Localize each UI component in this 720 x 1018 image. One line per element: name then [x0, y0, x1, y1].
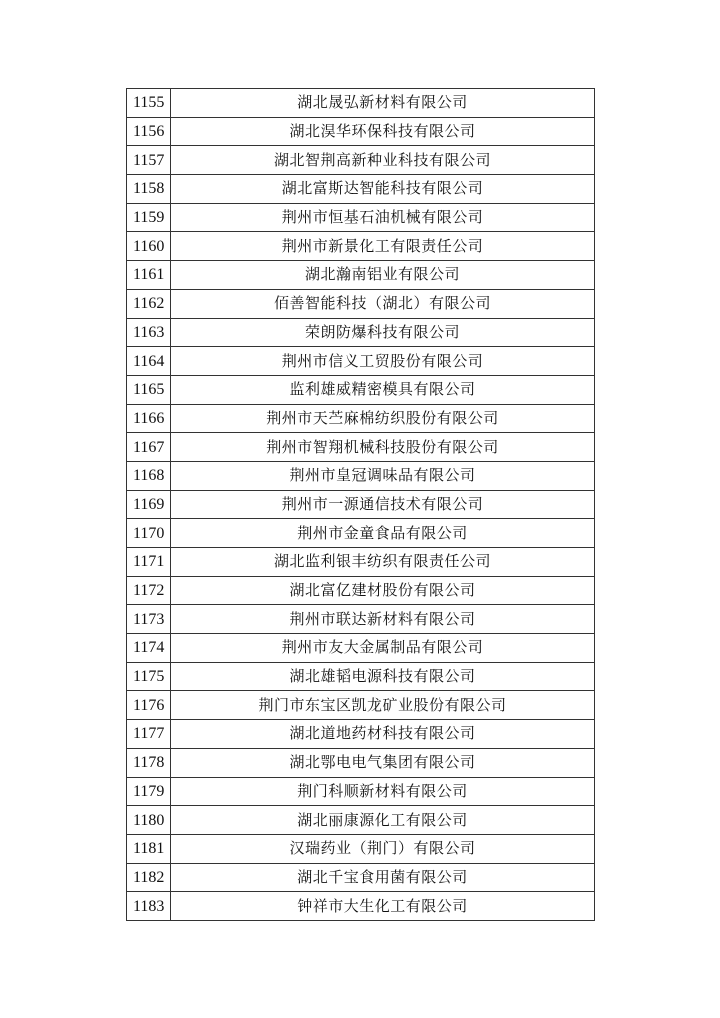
row-number-cell: 1177	[127, 720, 171, 749]
table-row	[127, 806, 595, 835]
company-name-cell: 荆州市金童食品有限公司	[171, 519, 595, 548]
row-number-cell: 1182	[127, 863, 171, 892]
table-row	[127, 347, 595, 376]
row-number-cell: 1157	[127, 146, 171, 175]
company-name-cell: 湖北鄂电电气集团有限公司	[171, 748, 595, 777]
row-number-cell: 1168	[127, 461, 171, 490]
company-name-cell: 湖北富斯达智能科技有限公司	[171, 175, 595, 204]
table-row	[127, 662, 595, 691]
company-name-cell: 湖北千宝食用菌有限公司	[171, 863, 595, 892]
row-number-cell: 1156	[127, 117, 171, 146]
company-name-cell: 湖北监利银丰纺织有限责任公司	[171, 548, 595, 577]
company-list-table	[126, 88, 595, 921]
company-name-cell: 湖北智荆高新种业科技有限公司	[171, 146, 595, 175]
row-number-cell: 1179	[127, 777, 171, 806]
company-name-cell: 钟祥市大生化工有限公司	[171, 892, 595, 921]
table-row	[127, 519, 595, 548]
row-number-cell: 1162	[127, 289, 171, 318]
company-name-cell: 荆州市友大金属制品有限公司	[171, 634, 595, 663]
company-name-cell: 汉瑞药业（荆门）有限公司	[171, 834, 595, 863]
table-row	[127, 748, 595, 777]
company-name-cell: 监利雄威精密模具有限公司	[171, 375, 595, 404]
table-row	[127, 777, 595, 806]
company-name-cell: 佰善智能科技（湖北）有限公司	[171, 289, 595, 318]
company-name-cell: 湖北瀚南铝业有限公司	[171, 261, 595, 290]
row-number-cell: 1173	[127, 605, 171, 634]
table-row	[127, 261, 595, 290]
company-name-cell: 湖北雄韬电源科技有限公司	[171, 662, 595, 691]
table-row	[127, 175, 595, 204]
table-row	[127, 203, 595, 232]
table-row	[127, 634, 595, 663]
row-number-cell: 1169	[127, 490, 171, 519]
table-row	[127, 232, 595, 261]
table-row	[127, 576, 595, 605]
table-row	[127, 461, 595, 490]
table-row	[127, 289, 595, 318]
row-number-cell: 1161	[127, 261, 171, 290]
table-row	[127, 720, 595, 749]
table-row	[127, 318, 595, 347]
row-number-cell: 1181	[127, 834, 171, 863]
row-number-cell: 1174	[127, 634, 171, 663]
row-number-cell: 1175	[127, 662, 171, 691]
row-number-cell: 1167	[127, 433, 171, 462]
company-name-cell: 荆州市一源通信技术有限公司	[171, 490, 595, 519]
row-number-cell: 1172	[127, 576, 171, 605]
row-number-cell: 1158	[127, 175, 171, 204]
company-name-cell: 湖北淏华环保科技有限公司	[171, 117, 595, 146]
row-number-cell: 1171	[127, 548, 171, 577]
company-name-cell: 荣朗防爆科技有限公司	[171, 318, 595, 347]
row-number-cell: 1159	[127, 203, 171, 232]
table-row	[127, 89, 595, 118]
table-row	[127, 490, 595, 519]
row-number-cell: 1178	[127, 748, 171, 777]
table-row	[127, 605, 595, 634]
row-number-cell: 1155	[127, 89, 171, 118]
company-name-cell: 荆州市皇冠调味品有限公司	[171, 461, 595, 490]
table-row	[127, 146, 595, 175]
row-number-cell: 1170	[127, 519, 171, 548]
row-number-cell: 1164	[127, 347, 171, 376]
row-number-cell: 1176	[127, 691, 171, 720]
table-row	[127, 892, 595, 921]
company-name-cell: 湖北丽康源化工有限公司	[171, 806, 595, 835]
company-name-cell: 荆州市新景化工有限责任公司	[171, 232, 595, 261]
company-name-cell: 湖北道地药材科技有限公司	[171, 720, 595, 749]
company-name-cell: 荆州市天苎麻棉纺织股份有限公司	[171, 404, 595, 433]
company-name-cell: 荆州市智翔机械科技股份有限公司	[171, 433, 595, 462]
company-name-cell: 荆州市恒基石油机械有限公司	[171, 203, 595, 232]
company-name-cell: 湖北晟弘新材料有限公司	[171, 89, 595, 118]
row-number-cell: 1166	[127, 404, 171, 433]
table-row	[127, 834, 595, 863]
table-row	[127, 117, 595, 146]
row-number-cell: 1180	[127, 806, 171, 835]
table-row	[127, 404, 595, 433]
row-number-cell: 1160	[127, 232, 171, 261]
company-name-cell: 荆州市联达新材料有限公司	[171, 605, 595, 634]
company-name-cell: 荆门市东宝区凯龙矿业股份有限公司	[171, 691, 595, 720]
company-name-cell: 湖北富亿建材股份有限公司	[171, 576, 595, 605]
row-number-cell: 1163	[127, 318, 171, 347]
row-number-cell: 1183	[127, 892, 171, 921]
table-row	[127, 863, 595, 892]
company-name-cell: 荆州市信义工贸股份有限公司	[171, 347, 595, 376]
table-row	[127, 433, 595, 462]
table-row	[127, 375, 595, 404]
table-body	[127, 89, 595, 921]
row-number-cell: 1165	[127, 375, 171, 404]
table-row	[127, 548, 595, 577]
table-row	[127, 691, 595, 720]
company-name-cell: 荆门科顺新材料有限公司	[171, 777, 595, 806]
